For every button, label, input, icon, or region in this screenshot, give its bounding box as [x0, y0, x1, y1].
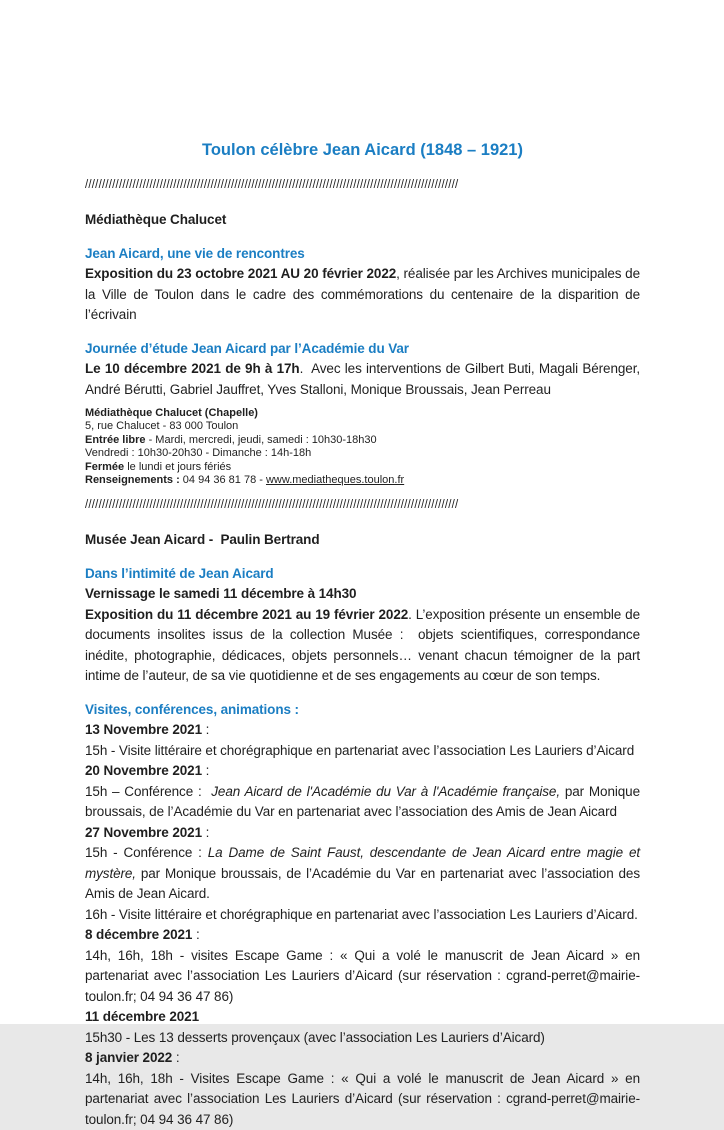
- text-run: //////////////////////////////////////////////////////////////////////////////////////////////////////////////: [85, 179, 459, 191]
- event-title-journee-etude: [85, 339, 640, 360]
- text-run: 15h - Visite littéraire et chorégraphique en partenariat avec l’association Les Lauriers d’Aicard: [85, 742, 635, 758]
- text-run: Fermée: [85, 460, 125, 473]
- text-run: 04 94 36 81 78 -: [179, 474, 266, 487]
- info-closed: [85, 461, 640, 474]
- text-run: Musée Jean Aicard - Paulin Bertrand: [85, 532, 320, 548]
- document-content: [85, 178, 644, 1130]
- text-run: :: [172, 1050, 180, 1066]
- text-run: Exposition du 11 décembre 2021 au 19 février 2022: [85, 606, 409, 622]
- event-detail-11-decembre: [85, 1028, 640, 1049]
- text-run: La Dame de Saint Faust, descendante de Jean Aicard entre magie et mystère,: [85, 845, 644, 881]
- text-run: //////////////////////////////////////////////////////////////////////////////////////////////////////////////: [85, 499, 459, 512]
- text-run: Dans l’intimité de Jean Aicard: [85, 565, 274, 581]
- event-detail-8-janvier: [85, 1069, 644, 1130]
- info-hours-1: [85, 434, 640, 447]
- event-detail-27-novembre-2: [85, 905, 640, 926]
- vernissage-line: [85, 584, 640, 605]
- text-run: Jean Aicard, une vie de rencontres: [85, 245, 305, 261]
- text-run: :: [192, 927, 200, 943]
- text-run: 14h, 16h, 18h - Visites Escape Game : « Qui a volé le manuscrit de Jean Aicard » en partenariat avec l’association Les Lauriers d’Aicard (sur réservation : cgrand-perret@mairie-toulon.fr; 04 94 36 47 86): [85, 1070, 644, 1127]
- text-run: 27 Novembre 2021: [85, 824, 202, 840]
- event-date-8-janvier: [85, 1048, 640, 1069]
- text-run: Vernissage le samedi 11 décembre à 14h30: [85, 586, 357, 602]
- text-run: Renseignements :: [85, 474, 180, 487]
- text-run: 8 décembre 2021: [85, 927, 193, 943]
- text-run: 13 Novembre 2021: [85, 722, 202, 738]
- text-run: par Monique broussais, de l’Académie du Var en partenariat avec l’association des Amis de Jean Aicard: [85, 783, 644, 820]
- text-run: - Mardi, mercredi, jeudi, samedi : 10h30-18h30: [145, 433, 377, 446]
- text-run: Visites, conférences, animations :: [85, 701, 299, 717]
- event-date-8-decembre: [85, 925, 640, 946]
- text-run: . Avec les interventions de Gilbert Buti, Magali Bérenger, André Bérutti, Gabriel Jauffret, Yves Stalloni, Monique Broussais, Jean Perreau: [85, 361, 643, 397]
- event-title-intimite: [85, 564, 640, 585]
- info-venue-name: [85, 407, 640, 420]
- text-run: 11 décembre 2021: [85, 1009, 199, 1025]
- event-date-13-novembre: [85, 720, 640, 741]
- text-run: Vendredi : 10h30-20h30 - Dimanche : 14h-18h: [85, 447, 312, 460]
- text-run: , réalisée par les Archives municipales de la Ville de Toulon dans le cadre des commémorations du centenaire de la disparition de l’écrivain: [85, 266, 644, 322]
- event-detail-8-decembre: [85, 946, 644, 1008]
- info-hours-2: [85, 447, 640, 460]
- text-run: 15h - Conférence :: [85, 845, 208, 861]
- text-run: :: [201, 763, 210, 779]
- text-run: le lundi et jours fériés: [124, 460, 232, 473]
- info-contact: [85, 474, 640, 487]
- text-run: Médiathèque Chalucet (Chapelle): [85, 407, 258, 419]
- text-run: :: [201, 722, 210, 738]
- text-run: . L’exposition présente un ensemble de documents insolites issus de la collection Musée : objets scientifiques, correspondance inédite, photographie, dédicaces, objets personnels… venant chacun témoigner de la part intime de l’auteur, de sa vie quotidienne et de ses engagements au cœur de son temps.: [85, 606, 644, 684]
- journee-etude-paragraph: [85, 359, 643, 400]
- expo-intimite-paragraph: [85, 605, 644, 687]
- mediatheques-link[interactable]: www.mediatheques.toulon.fr: [265, 474, 405, 487]
- text-run: Médiathèque Chalucet: [85, 212, 227, 227]
- section-heading-visites: [85, 700, 640, 721]
- event-title-vie-de-rencontres: [85, 244, 640, 265]
- venue-heading-musee: [85, 530, 640, 551]
- text-run: :: [201, 824, 210, 840]
- text-run: Exposition du 23 octobre 2021 AU 20 février 2022: [85, 266, 397, 281]
- text-run: Jean Aicard de l'Académie du Var à l'Académie française,: [211, 783, 560, 799]
- info-address: [85, 420, 640, 433]
- text-run: Journée d’étude Jean Aicard par l’Académie du Var: [85, 340, 409, 356]
- text-run: 20 Novembre 2021: [85, 763, 202, 779]
- text-run: par Monique broussais, de l’Académie du Var en partenariat avec l’association des Amis de Jean Aicard.: [85, 865, 643, 902]
- divider-line-1: [85, 178, 640, 192]
- text-run: 15h30 - Les 13 desserts provençaux (avec l’association Les Lauriers d’Aicard): [85, 1029, 545, 1045]
- text-run: Entrée libre: [85, 433, 146, 446]
- event-detail-20-novembre: [85, 782, 644, 823]
- divider-line-2: [85, 498, 640, 512]
- text-run: Le 10 décembre 2021 de 9h à 17h: [85, 361, 300, 376]
- text-run: 15h – Conférence :: [85, 783, 212, 799]
- event-detail-13-novembre: [85, 741, 640, 762]
- event-detail-27-novembre-1: [85, 843, 644, 905]
- text-run: 5, rue Chalucet - 83 000 Toulon: [85, 420, 239, 433]
- event-date-27-novembre: [85, 823, 640, 844]
- venue-heading-mediatheque: [85, 210, 640, 231]
- event-date-11-decembre: [85, 1007, 640, 1028]
- expo-rencontres-paragraph: [85, 264, 644, 326]
- text-run: 14h, 16h, 18h - visites Escape Game : « Qui a volé le manuscrit de Jean Aicard » en partenariat avec l’association Les Lauriers d’Aicard (sur réservation : cgrand-perret@mairie-toulon.fr; 04 94 36 47 86): [85, 947, 644, 1004]
- event-date-20-novembre: [85, 761, 640, 782]
- text-run: 8 janvier 2022: [85, 1050, 173, 1066]
- page-title: Toulon célèbre Jean Aicard (1848 – 1921): [202, 141, 523, 159]
- text-run: 16h - Visite littéraire et chorégraphique en partenariat avec l’association Les Lauriers d’Aicard.: [85, 906, 638, 922]
